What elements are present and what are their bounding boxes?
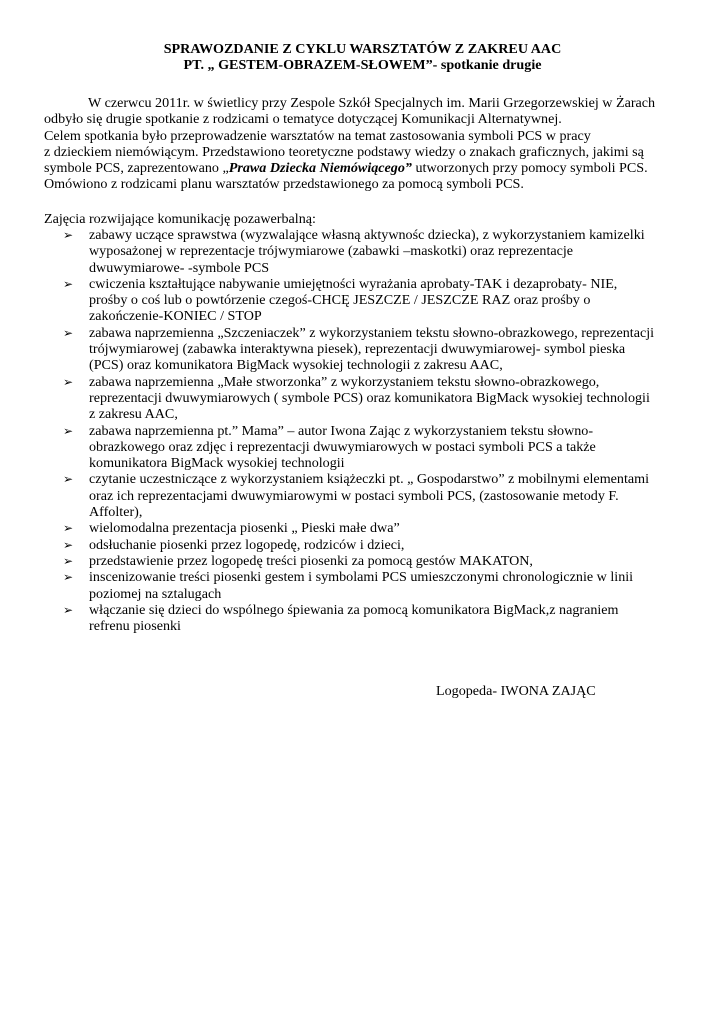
intro-line: odbyło się drugie spotkanie z rodzicami o tematyce dotyczącej Komunikacji Alternatywnej. (44, 111, 562, 128)
intro-text: symbole PCS, zaprezentowano „ (44, 160, 229, 177)
arrow-bullet-icon: ➢ (63, 570, 74, 585)
list-item-line: oraz ich reprezentacjami dwuwymiarowymi w postaci symboli PCS, (zastosowanie metody F. (89, 487, 619, 504)
list-item-line: poziomej na sztalugach (89, 585, 222, 602)
list-item-line: (PCS) oraz komunikatora BigMack wysokiej technologii z zakresu AAC, (89, 357, 503, 374)
list-item-text (89, 423, 709, 472)
intro-text: utworzonych przy pomocy symboli PCS. (411, 160, 648, 177)
list-item (0, 374, 725, 423)
arrow-bullet-icon: ➢ (63, 228, 74, 242)
section-heading: Zajęcia rozwijające komunikację pozawerbalną: (44, 211, 316, 227)
list-item-line: dwuwymiarowe- -symbole PCS (89, 259, 270, 276)
list-item-line: zabawy uczące sprawstwa (wyzwalające własną aktywnośc dziecka), z wykorzystaniem kamizelki (89, 227, 645, 243)
intro-line: z dzieckiem niemówiącym. Przedstawiono teoretyczne podstawy wiedzy o znakach graficznych, jakimi są (44, 143, 644, 160)
list-item-line: prośby o coś lub o powtórzenie czegoś-CHCĘ JESZCZE / JESZCZE RAZ oraz prośby o (89, 292, 591, 309)
list-item (0, 423, 725, 472)
list-item-text (89, 569, 709, 602)
subtitle-main: PT. „ GESTEM-OBRAZEM-SŁOWEM” (183, 57, 433, 73)
list-item-text (89, 602, 709, 635)
list-item-line: zakończenie-KONIEC / STOP (89, 308, 262, 325)
list-item-line: odsłuchanie piosenki przez logopedę, rodziców i dzieci, (89, 536, 405, 553)
intro-line: Omówiono z rodzicami planu warsztatów przedstawionego za pomocą symboli PCS. (44, 176, 524, 193)
intro-paragraph (44, 95, 694, 193)
list-item-line: refrenu piosenki (89, 618, 181, 635)
list-item-line: obrazkowego oraz zdjęc i reprezentacji dwuwymiarowych w postaci symboli PCS a także (89, 438, 596, 455)
rights-title: Prawa Dziecka Niemówiącego” (228, 160, 412, 177)
list-item-line: Affolter), (89, 504, 143, 521)
list-item-line: włączanie się dzieci do wspólnego śpiewania za pomocą komunikatora BigMack,z nagraniem (89, 601, 619, 618)
list-item-line: z zakresu AAC, (89, 406, 178, 423)
arrow-bullet-icon: ➢ (63, 602, 74, 617)
list-item (0, 569, 725, 602)
intro-line (44, 160, 694, 176)
arrow-bullet-icon: ➢ (63, 325, 74, 340)
list-item-text (89, 227, 709, 276)
activity-list (0, 227, 725, 634)
list-item-text (89, 471, 709, 520)
list-item-text (89, 520, 709, 536)
arrow-bullet-icon: ➢ (63, 276, 74, 291)
list-item-line: czytanie uczestniczące z wykorzystaniem książeczki pt. „ Gospodarstwo” z mobilnymi elementami (89, 471, 650, 488)
list-item-line: wyposażonej w reprezentacje trójwymiarowe (zabawki –maskotki) oraz reprezentacje (89, 243, 574, 260)
list-item-text (89, 276, 709, 325)
list-item-text (89, 325, 709, 374)
signature: Logopeda- IWONA ZAJĄC (436, 683, 596, 699)
list-item (0, 537, 725, 553)
report-subtitle (0, 57, 725, 73)
list-item-text (89, 537, 709, 553)
list-item-line: zabawa naprzemienna pt.” Mama” – autor Iwona Zając z wykorzystaniem tekstu słowno- (89, 422, 594, 439)
list-item (0, 227, 725, 276)
list-item-line: inscenizowanie treści piosenki gestem i symbolami PCS umieszczonymi chronologicznie w linii (89, 569, 634, 586)
arrow-bullet-icon: ➢ (63, 553, 74, 568)
list-item (0, 520, 725, 536)
list-item-line: trójwymiarowej (zabawka interaktywna piesek), reprezentacji dwuwymiarowej- symbol pieska (89, 341, 626, 358)
arrow-bullet-icon: ➢ (63, 521, 74, 536)
arrow-bullet-icon: ➢ (63, 537, 74, 552)
list-item (0, 602, 725, 635)
list-item-line: przedstawienie przez logopedę treści piosenki za pomocą gestów MAKATON, (89, 552, 533, 569)
list-item (0, 471, 725, 520)
list-item-line: reprezentacji dwuwymiarowych ( symbole PCS) oraz komunikatora BigMack wysokiej technologii (89, 389, 650, 406)
intro-line: W czerwcu 2011r. w świetlicy przy Zespole Szkół Specjalnych im. Marii Grzegorzewskiej w Żarach (88, 95, 656, 111)
list-item-line: zabawa naprzemienna „Szczeniaczek” z wykorzystaniem tekstu słowno-obrazkowego, reprezentacji (89, 324, 655, 341)
list-item (0, 276, 725, 325)
list-item (0, 325, 725, 374)
list-item-line: zabawa naprzemienna „Małe stworzonka” z wykorzystaniem tekstu słowno-obrazkowego, (89, 373, 600, 390)
list-item-text (89, 553, 709, 569)
arrow-bullet-icon: ➢ (63, 374, 74, 389)
list-item (0, 553, 725, 569)
intro-line: Celem spotkania było przeprowadzenie warsztatów na temat zastosowania symboli PCS w pracy (44, 127, 591, 144)
report-title: SPRAWOZDANIE Z CYKLU WARSZTATÓW Z ZAKREU AAC (163, 41, 562, 57)
arrow-bullet-icon: ➢ (63, 472, 74, 487)
list-item-line: komunikatora BigMack wysokiej technologii (89, 455, 345, 472)
list-item-line: cwiczenia kształtujące nabywanie umiejętności wyrażania aprobaty-TAK i dezaprobaty- NIE, (89, 275, 618, 292)
subtitle-meeting: - spotkanie drugie (432, 57, 542, 73)
arrow-bullet-icon: ➢ (63, 423, 74, 438)
list-item-line: wielomodalna prezentacja piosenki „ Pieski małe dwa” (89, 520, 400, 537)
list-item-text (89, 374, 709, 423)
